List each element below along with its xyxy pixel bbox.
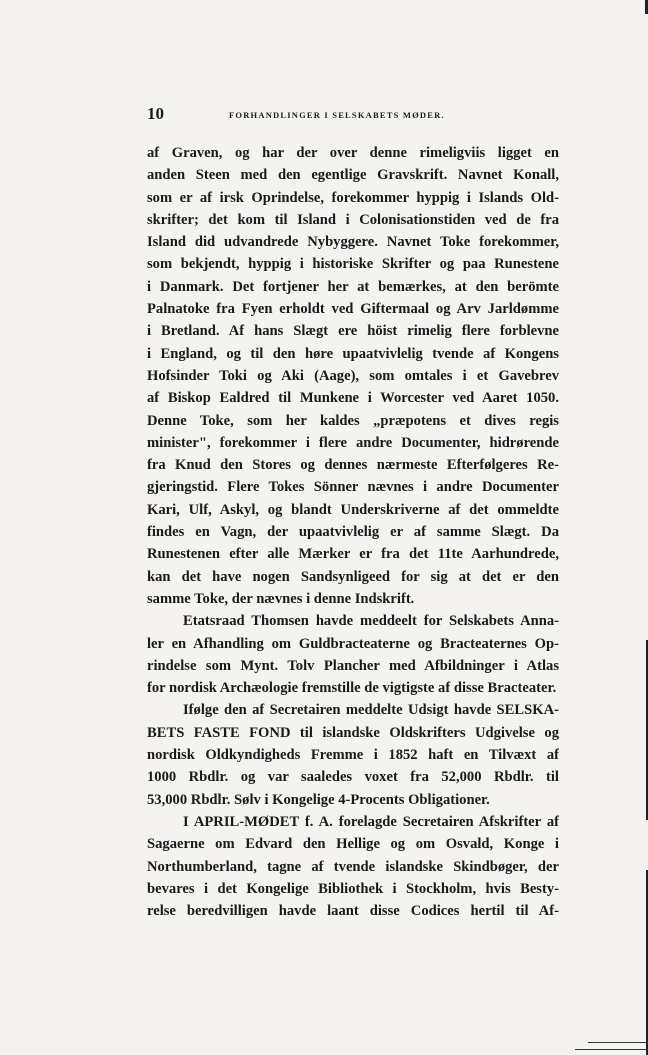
text-line: i England, og til den høre upaatvivlelig tvende af Kongens (147, 345, 559, 362)
text-line: minister", forekommer i flere andre Documenter, hidrørende (147, 434, 559, 451)
text-line: Northumberland, tagne af tvende islandske Skindbøger, der (147, 858, 559, 875)
running-head: FORHANDLINGER I SELSKABETS MØDER. (229, 110, 445, 120)
bottom-edge-rule (588, 1042, 648, 1043)
text-line: Island did udvandrede Nybyggere. Navnet Toke forekommer, (147, 234, 559, 251)
text-line: som bekjendt, hyppig i historiske Skrifter og paa Runestene (147, 256, 559, 273)
text-line: i Bretland. Af hans Slægt ere höist rimelig flere forblevne (147, 323, 559, 340)
text-line: bevares i det Kongelige Bibliothek i Stockholm, hvis Besty- (147, 880, 559, 897)
text-line: 53,000 Rbdlr. Sølv i Kongelige 4-Procents Obligationer. (147, 791, 490, 808)
text-line: anden Steen med den egentlige Gravskrift. Navnet Konall, (147, 167, 559, 184)
text-line: af Graven, og har der over denne rimeligviis ligget en (147, 145, 559, 161)
text-line: ler en Afhandling om Guldbracteaterne og Bracteaternes Op- (147, 635, 559, 652)
text-line: gjeringstid. Flere Tokes Sönner nævnes i andre Documenter (147, 479, 559, 496)
text-line: for nordisk Archæologie fremstille de vigtigste af disse Bracteater. (147, 680, 557, 697)
text-line: samme Toke, der nævnes i denne Indskrift. (147, 590, 415, 607)
text-line: Denne Toke, som her kaldes „præpotens et dives regis (147, 412, 559, 429)
text-line: relse beredvilligen havde laant disse Codices hertil til Af- (147, 903, 559, 920)
text-line: BETS FASTE FOND til islandske Oldskrifters Udgivelse og (147, 724, 559, 741)
text-line: nordisk Oldkyndigheds Fremme i 1852 haft en Tilvæxt af (147, 747, 559, 764)
body-text (147, 142, 559, 922)
text-line: kan det have nogen Sandsynligeed for sig at det er den (147, 568, 559, 585)
page-header (147, 104, 559, 128)
bottom-edge-rule (575, 1049, 648, 1050)
page-number: 10 (147, 104, 164, 123)
text-line: Hofsinder Toki og Aki (Aage), som omtales i et Gavebrev (147, 367, 559, 384)
text-line: Kari, Ulf, Askyl, og blandt Underskriverne af det ommeldte (147, 501, 559, 518)
text-line: Etatsraad Thomsen havde meddeelt for Selskabets Anna- (183, 613, 559, 630)
text-line: Palnatoke fra Fyen erholdt ved Giftermaal og Arv Jarldømme (147, 301, 559, 318)
text-line: I APRIL-MØDET f. A. forelagde Secretairen Afskrifter af (183, 813, 559, 830)
text-line: 1000 Rbdlr. og var saaledes voxet fra 52,000 Rbdlr. til (147, 769, 559, 786)
text-line: fra Knud den Stores og dennes nærmeste Efterfølgeres Re- (147, 457, 559, 474)
text-line: Sagaerne om Edvard den Hellige og om Osvald, Konge i (147, 836, 559, 853)
text-line: rindelse som Mynt. Tolv Plancher med Afbildninger i Atlas (147, 657, 559, 674)
text-line: Ifølge den af Secretairen meddelte Udsigt havde SELSKA- (183, 702, 559, 719)
text-line: findes en Vagn, der upaatvivlelig er af samme Slægt. Da (147, 524, 559, 541)
text-line: skrifter; det kom til Island i Colonisationstiden ved de fra (147, 211, 559, 228)
text-line: af Biskop Ealdred til Munkene i Worcester ved Aaret 1050. (147, 390, 559, 407)
text-line: i Danmark. Det fortjener her at bemærkes, at den berömte (147, 278, 559, 295)
text-line: som er af irsk Oprindelse, forekommer hyppig i Islands Old- (147, 189, 559, 206)
text-line: Runestenen efter alle Mærker er fra det 11te Aarhundrede, (147, 546, 559, 563)
